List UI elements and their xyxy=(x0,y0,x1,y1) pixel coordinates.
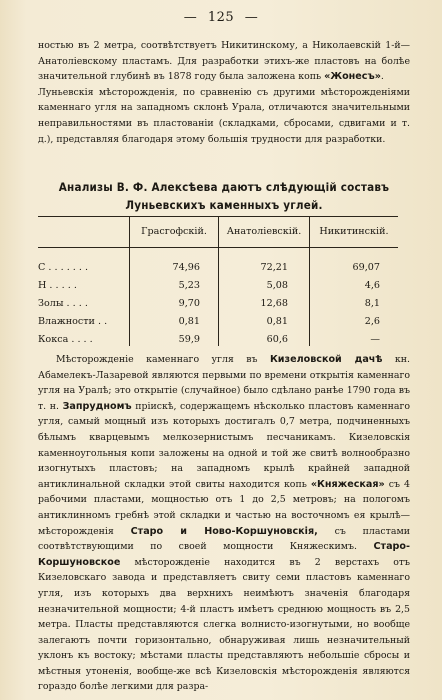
para1-text-1: ностью въ 2 метра, соотвѣтствуетъ Никитинскому, а Николаевскій 1-й—Анатоліевскому пластамъ. Для разработки этихъ-же пластовъ на болѣе значительной глубинѣ въ 1878 году была заложена копь xyxy=(38,40,410,83)
para2-text-5: съ пластами соотвѣтствующими по своей мощности Княжескимъ. xyxy=(38,525,410,553)
para2-text-4: съ 4 рабочими пластами, мощностью отъ 1 до 2,5 метровъ; на пологомъ антиклинномъ гребнѣ этой складки и частью на восточномъ ея крылѣ—мѣсторожденія xyxy=(38,478,411,537)
header-dash-right: — xyxy=(244,10,259,25)
table-row xyxy=(38,258,398,278)
table-row xyxy=(38,294,398,314)
section-heading: Анализы В. Ф. Алексѣева даютъ слѣдующій составъ Луньевскихъ каменныхъ углей. xyxy=(58,180,390,212)
para1-text-2: . xyxy=(380,71,384,83)
cell-value: — xyxy=(370,334,380,345)
para2-bold-staro-korshunovskoe: Старо-Коршуновское xyxy=(38,541,410,568)
para2-bold-staro-novo: Старо и Ново-Коршуновскія, xyxy=(130,525,318,537)
para2-bold-knyazheskaya: «Княжеская» xyxy=(310,478,385,490)
row-label: Золы . . . . xyxy=(38,298,88,309)
para2-text-2: кн. Абамелекъ-Лазаревой являются первыми по времени открытія каменнаго угля на Уралѣ; это открытіе (случайное) было сдѣлано ранѣе 1790 года въ т. н. xyxy=(38,354,410,412)
cell-value: 0,81 xyxy=(178,316,200,327)
cell-value: 12,68 xyxy=(260,298,288,309)
para2-text-3: пріискѣ, содержащемъ нѣсколько пластовъ каменнаго угля, самый мощный изъ которыхъ достигалъ 0,7 метра, подчиненныхъ бѣлымъ кварцевымъ мелкозернистымъ песчаникамъ. Кизеловскія каменноугольныя копи заложены на одной и той же свитѣ волнообразно изогнутыхъ пластовъ; на западномъ крылѣ крайней западной антиклинальной складки этой свиты находится копь xyxy=(38,400,410,490)
cell-value: 60,6 xyxy=(266,334,288,345)
cell-value: 59,9 xyxy=(178,334,200,345)
row-label: Кокса . . . . xyxy=(38,334,93,345)
table-row xyxy=(38,312,398,332)
header-dash-left: — xyxy=(183,10,198,25)
paragraph-kizel xyxy=(38,352,410,695)
paragraph-3 xyxy=(38,352,410,695)
cell-value: 9,70 xyxy=(178,298,200,309)
cell-value: 2,6 xyxy=(364,316,380,327)
cell-value: 4,6 xyxy=(364,280,380,291)
column-header-grasgof: Грасгофскій. xyxy=(141,226,207,237)
row-label: Влажности . . xyxy=(38,316,108,327)
para1-bold-jones: «Жонесъ» xyxy=(324,71,381,83)
cell-value: 74,96 xyxy=(172,262,200,273)
para1-text-3: Луньевскія мѣсторожденія, по сравненію съ другими мѣсторожденіями каменнаго угля на западномъ склонѣ Урала, отличаются значительными неправильностями въ пластованіи (складками, сбросами, сдвигами и т. д.), представляя благодаря этому большія трудности для разработки. xyxy=(38,86,410,145)
para2-text-1: Мѣсторожденіе каменнаго угля въ xyxy=(56,354,270,365)
column-header-anatolievsky: Анатоліевскій. xyxy=(226,226,302,237)
row-label: H . . . . . xyxy=(38,280,77,291)
column-header-nikitinsky: Никитинскій. xyxy=(319,226,389,237)
table-row xyxy=(38,330,398,350)
page-number: 125 xyxy=(207,10,235,25)
cell-value: 5,08 xyxy=(266,280,288,291)
row-label: C . . . . . . . xyxy=(38,262,89,273)
para2-bold-zaprudnom: Запрудномъ xyxy=(62,400,132,412)
cell-value: 69,07 xyxy=(352,262,380,273)
para2-bold-kizel: Кизеловской дачѣ xyxy=(269,354,383,365)
page-header xyxy=(0,10,442,25)
cell-value: 72,21 xyxy=(260,262,288,273)
para2-text-6: мѣсторожденіе находится въ 2 верстахъ отъ Кизеловскаго завода и представляетъ свиту семи пластовъ каменнаго угля, изъ которыхъ два верхнихъ неимѣютъ значенія благодаря незначительной мощности; 4-й пластъ имѣетъ среднюю мощность въ 2,5 метра. Пласты представляются слегка волнисто-изогнутыми, но вообще залегаютъ почти горизонтально, обнаруживая лишь незначительный уклонъ къ востоку; мѣстами пласты представляютъ небольшіе сбросы и мѣстныя утоненія, вообще-же всѣ Кизеловскія мѣсторожденія являются гораздо болѣе легкими для разра- xyxy=(38,556,410,693)
paragraph-1 xyxy=(38,38,410,85)
paragraph-lunyevka xyxy=(38,38,410,147)
cell-value: 8,1 xyxy=(364,298,380,309)
paragraph-2 xyxy=(38,85,410,147)
cell-value: 0,81 xyxy=(266,316,288,327)
table-row xyxy=(38,276,398,296)
cell-value: 5,23 xyxy=(178,280,200,291)
